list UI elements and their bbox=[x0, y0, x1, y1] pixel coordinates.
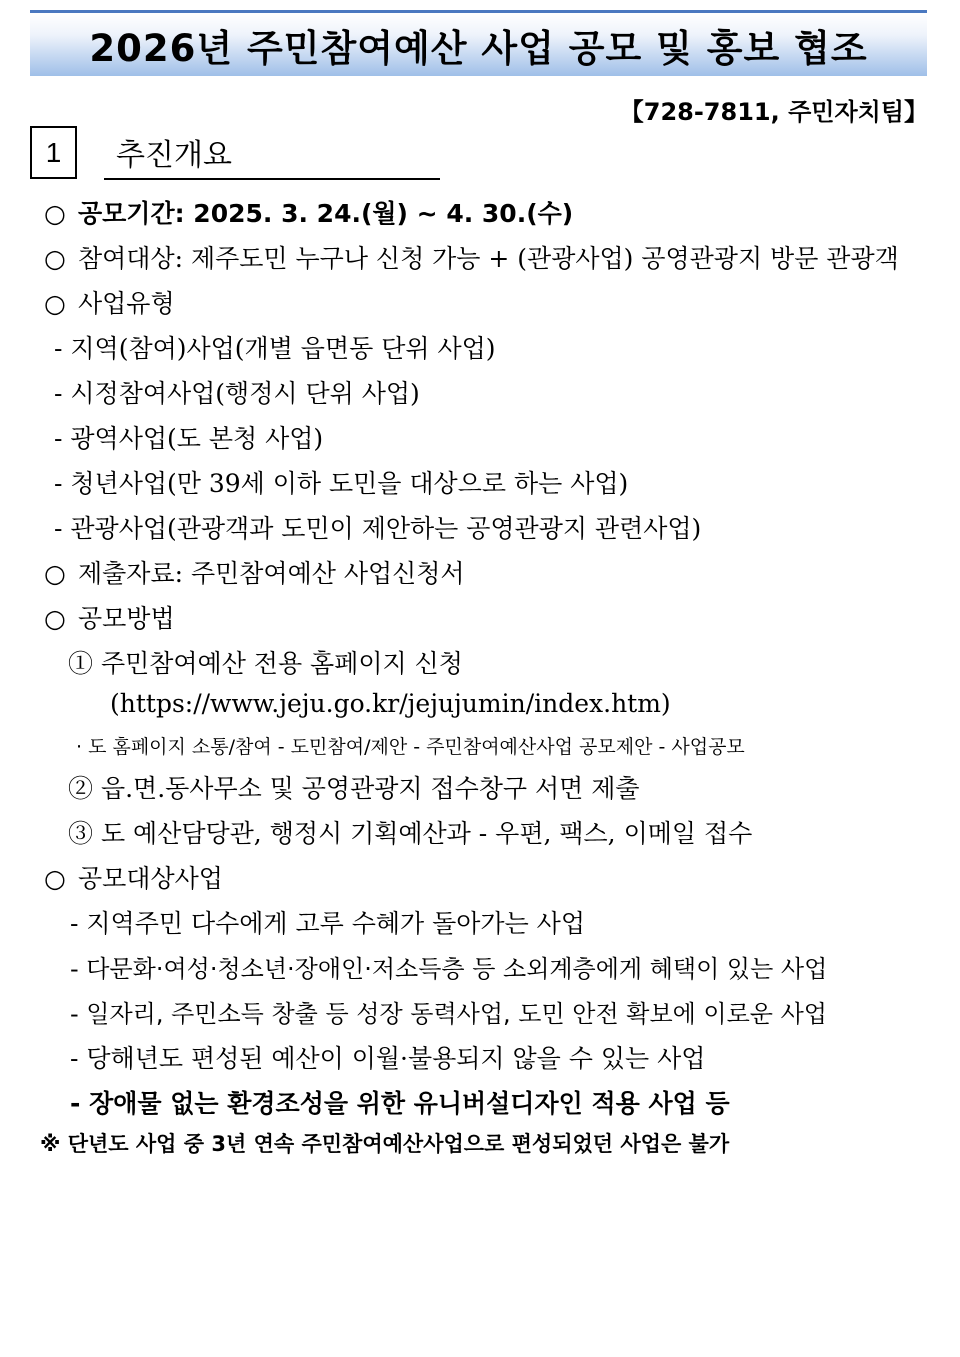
line-text: 공모방법 bbox=[78, 604, 175, 633]
line-method-item: ① 주민참여예산 전용 홈페이지 신청 bbox=[68, 649, 463, 678]
bullet-circle: ○ bbox=[44, 199, 66, 228]
line-method-path: · 도 홈페이지 소통/참여 - 도민참여/제안 - 주민참여예산사업 공모제안 - 사업공모 bbox=[76, 736, 745, 758]
title-banner bbox=[30, 10, 927, 76]
section-title: 추진개요 bbox=[104, 130, 440, 180]
line-eligible-item: - 일자리, 주민소득 창출 등 성장 동력사업, 도민 안전 확보에 이로운 사업 bbox=[70, 1000, 827, 1028]
line-eligible-header bbox=[44, 859, 223, 895]
line-eligible-item: - 당해년도 편성된 예산이 이월·불용되지 않을 수 있는 사업 bbox=[70, 1044, 706, 1073]
line-eligible-item: - 지역주민 다수에게 고루 수혜가 돌아가는 사업 bbox=[70, 909, 585, 938]
line-method-item: ③ 도 예산담당관, 행정시 기획예산과 - 우편, 팩스, 이메일 접수 bbox=[68, 819, 753, 848]
line-text: 제출자료: 주민참여예산 사업신청서 bbox=[78, 559, 465, 588]
note-exclusion: ※ 단년도 사업 중 3년 연속 주민참여예산사업으로 편성되었던 사업은 불가 bbox=[40, 1132, 730, 1156]
line-text: 공모대상사업 bbox=[78, 864, 223, 893]
line-method-header bbox=[44, 599, 175, 635]
line-type-item: - 청년사업(만 39세 이하 도민을 대상으로 하는 사업) bbox=[54, 469, 629, 498]
line-type-item: - 광역사업(도 본청 사업) bbox=[54, 424, 324, 453]
line-documents bbox=[44, 554, 465, 590]
section-number-box bbox=[30, 126, 77, 179]
line-text: 공모기간: 2025. 3. 24.(월) ~ 4. 30.(수) bbox=[78, 199, 574, 228]
line-text: 참여대상: 제주도민 누구나 신청 가능 + (관광사업) 공영관광지 방문 관광객 bbox=[78, 244, 899, 273]
line-method-item: ② 읍.면.동사무소 및 공영관광지 접수창구 서면 제출 bbox=[68, 774, 640, 803]
bullet-circle: ○ bbox=[44, 244, 66, 273]
line-type-item: - 관광사업(관광객과 도민이 제안하는 공영관광지 관련사업) bbox=[54, 514, 702, 543]
section-number: 1 bbox=[45, 136, 62, 168]
bullet-circle: ○ bbox=[44, 604, 66, 633]
line-type-item: - 시정참여사업(행정시 단위 사업) bbox=[54, 379, 420, 408]
line-text: 사업유형 bbox=[78, 289, 175, 318]
bullet-circle: ○ bbox=[44, 289, 66, 318]
bullet-circle: ○ bbox=[44, 864, 66, 893]
bullet-circle: ○ bbox=[44, 559, 66, 588]
line-target bbox=[44, 239, 899, 275]
contact-info: 【728-7811, 주민자치팀】 bbox=[619, 98, 928, 126]
line-method-url: (https://www.jeju.go.kr/jejujumin/index.htm) bbox=[110, 689, 671, 718]
line-eligible-item: - 다문화·여성·청소년·장애인·저소득층 등 소외계층에게 혜택이 있는 사업 bbox=[70, 955, 828, 983]
page-title: 2026년 주민참여예산 사업 공모 및 홍보 협조 bbox=[89, 26, 868, 70]
line-eligible-item: - 장애물 없는 환경조성을 위한 유니버설디자인 적용 사업 등 bbox=[70, 1089, 730, 1118]
line-type-header bbox=[44, 284, 175, 320]
line-period bbox=[44, 194, 573, 230]
line-type-item: - 지역(참여)사업(개별 읍면동 단위 사업) bbox=[54, 334, 496, 363]
